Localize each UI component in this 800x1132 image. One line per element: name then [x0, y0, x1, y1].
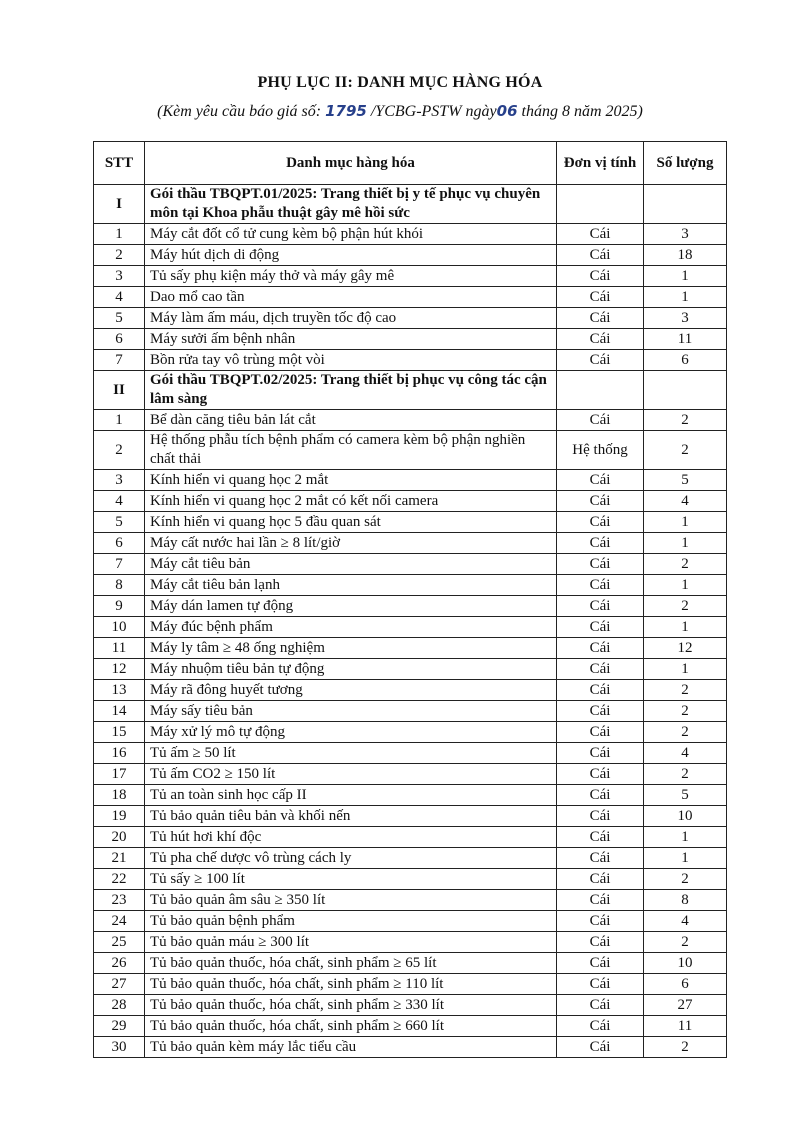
- item-stt: 20: [94, 827, 145, 848]
- item-stt: 7: [94, 350, 145, 371]
- item-stt: 19: [94, 806, 145, 827]
- col-header-qty: Số lượng: [644, 142, 727, 185]
- item-qty: 4: [644, 491, 727, 512]
- table-row: [94, 638, 727, 659]
- item-stt: 26: [94, 953, 145, 974]
- item-qty: 2: [644, 869, 727, 890]
- item-unit: Cái: [557, 911, 644, 932]
- item-name: Máy đúc bệnh phẩm: [145, 617, 557, 638]
- item-qty: 1: [644, 827, 727, 848]
- item-qty: 1: [644, 512, 727, 533]
- item-stt: 25: [94, 932, 145, 953]
- item-stt: 6: [94, 329, 145, 350]
- subtitle-prefix: (Kèm yêu cầu báo giá số:: [157, 103, 322, 120]
- item-name: Tủ bảo quản thuốc, hóa chất, sinh phẩm ≥ 110 lít: [145, 974, 557, 995]
- item-unit: Cái: [557, 512, 644, 533]
- group-stt: I: [94, 185, 145, 224]
- handwritten-day: 06: [496, 102, 518, 120]
- item-unit: Cái: [557, 785, 644, 806]
- item-stt: 3: [94, 266, 145, 287]
- item-name: Bể dàn căng tiêu bản lát cắt: [145, 410, 557, 431]
- group-unit-empty: [557, 185, 644, 224]
- group-row: [94, 371, 727, 410]
- item-qty: 2: [644, 764, 727, 785]
- item-qty: 27: [644, 995, 727, 1016]
- item-name: Tủ an toàn sinh học cấp II: [145, 785, 557, 806]
- table-row: [94, 308, 727, 329]
- item-stt: 17: [94, 764, 145, 785]
- table-row: [94, 410, 727, 431]
- table-row: [94, 245, 727, 266]
- item-stt: 29: [94, 1016, 145, 1037]
- group-name: Gói thầu TBQPT.02/2025: Trang thiết bị phục vụ công tác cận lâm sàng: [145, 371, 557, 410]
- item-unit: Cái: [557, 596, 644, 617]
- item-name: Máy rã đông huyết tương: [145, 680, 557, 701]
- item-qty: 2: [644, 410, 727, 431]
- table-row: [94, 617, 727, 638]
- item-stt: 24: [94, 911, 145, 932]
- item-qty: 2: [644, 554, 727, 575]
- table-body: [94, 185, 727, 1058]
- table-row: [94, 785, 727, 806]
- table-row: [94, 743, 727, 764]
- item-unit: Cái: [557, 638, 644, 659]
- group-name: Gói thầu TBQPT.01/2025: Trang thiết bị y tế phục vụ chuyên môn tại Khoa phẫu thuật gây mê hồi sức: [145, 185, 557, 224]
- item-unit: Cái: [557, 806, 644, 827]
- table-row: [94, 1016, 727, 1037]
- item-unit: Hệ thống: [557, 431, 644, 470]
- item-qty: 1: [644, 659, 727, 680]
- item-unit: Cái: [557, 491, 644, 512]
- table-row: [94, 680, 727, 701]
- item-name: Máy cắt tiêu bản lạnh: [145, 575, 557, 596]
- item-unit: Cái: [557, 245, 644, 266]
- item-name: Máy hút dịch di động: [145, 245, 557, 266]
- item-stt: 5: [94, 512, 145, 533]
- item-qty: 4: [644, 911, 727, 932]
- item-qty: 3: [644, 308, 727, 329]
- group-qty-empty: [644, 185, 727, 224]
- item-stt: 16: [94, 743, 145, 764]
- table-row: [94, 701, 727, 722]
- item-unit: Cái: [557, 995, 644, 1016]
- group-unit-empty: [557, 371, 644, 410]
- item-name: Kính hiển vi quang học 2 mắt có kết nối camera: [145, 491, 557, 512]
- item-name: Tủ sấy phụ kiện máy thở và máy gây mê: [145, 266, 557, 287]
- item-name: Tủ bảo quản máu ≥ 300 lít: [145, 932, 557, 953]
- item-name: Máy nhuộm tiêu bản tự động: [145, 659, 557, 680]
- item-stt: 5: [94, 308, 145, 329]
- item-qty: 2: [644, 431, 727, 470]
- item-name: Tủ ấm CO2 ≥ 150 lít: [145, 764, 557, 785]
- item-unit: Cái: [557, 1037, 644, 1058]
- table-row: [94, 470, 727, 491]
- item-name: Kính hiển vi quang học 2 mắt: [145, 470, 557, 491]
- group-qty-empty: [644, 371, 727, 410]
- table-row: [94, 764, 727, 785]
- subtitle-suffix: tháng 8 năm 2025): [521, 103, 643, 120]
- item-unit: Cái: [557, 410, 644, 431]
- col-header-name: Danh mục hàng hóa: [145, 142, 557, 185]
- item-unit: Cái: [557, 722, 644, 743]
- item-qty: 2: [644, 722, 727, 743]
- subtitle-middle: /YCBG-PSTW ngày: [370, 103, 497, 120]
- item-stt: 18: [94, 785, 145, 806]
- handwritten-doc-number: 1795: [325, 102, 367, 120]
- table-row: [94, 554, 727, 575]
- item-name: Hệ thống phẫu tích bệnh phẩm có camera kèm bộ phận nghiền chất thải: [145, 431, 557, 470]
- item-stt: 10: [94, 617, 145, 638]
- item-name: Tủ bảo quản tiêu bản và khối nến: [145, 806, 557, 827]
- item-name: Tủ pha chế dược vô trùng cách ly: [145, 848, 557, 869]
- item-unit: Cái: [557, 287, 644, 308]
- table-row: [94, 350, 727, 371]
- item-qty: 6: [644, 350, 727, 371]
- item-name: Máy ly tâm ≥ 48 ống nghiệm: [145, 638, 557, 659]
- table-row: [94, 533, 727, 554]
- item-unit: Cái: [557, 827, 644, 848]
- item-unit: Cái: [557, 470, 644, 491]
- item-qty: 1: [644, 617, 727, 638]
- item-name: Tủ bảo quản bệnh phẩm: [145, 911, 557, 932]
- item-stt: 30: [94, 1037, 145, 1058]
- item-name: Tủ ấm ≥ 50 lít: [145, 743, 557, 764]
- table-row: [94, 224, 727, 245]
- item-qty: 5: [644, 785, 727, 806]
- item-name: Máy cắt tiêu bản: [145, 554, 557, 575]
- table-row: [94, 491, 727, 512]
- item-unit: Cái: [557, 329, 644, 350]
- item-unit: Cái: [557, 932, 644, 953]
- table-row: [94, 287, 727, 308]
- item-qty: 2: [644, 932, 727, 953]
- item-stt: 1: [94, 410, 145, 431]
- item-unit: Cái: [557, 224, 644, 245]
- table-row: [94, 974, 727, 995]
- table-row: [94, 827, 727, 848]
- table-row: [94, 512, 727, 533]
- table-row: [94, 869, 727, 890]
- item-qty: 2: [644, 596, 727, 617]
- item-unit: Cái: [557, 533, 644, 554]
- item-stt: 4: [94, 287, 145, 308]
- item-stt: 2: [94, 431, 145, 470]
- item-stt: 28: [94, 995, 145, 1016]
- item-qty: 1: [644, 575, 727, 596]
- item-qty: 2: [644, 680, 727, 701]
- document-subtitle: [0, 102, 800, 121]
- item-name: Tủ sấy ≥ 100 lít: [145, 869, 557, 890]
- table-row: [94, 806, 727, 827]
- group-row: [94, 185, 727, 224]
- table-row: [94, 596, 727, 617]
- item-unit: Cái: [557, 848, 644, 869]
- item-qty: 10: [644, 953, 727, 974]
- table-row: [94, 890, 727, 911]
- item-stt: 23: [94, 890, 145, 911]
- item-stt: 3: [94, 470, 145, 491]
- item-name: Máy sấy tiêu bản: [145, 701, 557, 722]
- item-stt: 15: [94, 722, 145, 743]
- table-row: [94, 329, 727, 350]
- table-row: [94, 911, 727, 932]
- table-row: [94, 953, 727, 974]
- item-stt: 9: [94, 596, 145, 617]
- item-unit: Cái: [557, 266, 644, 287]
- item-qty: 1: [644, 533, 727, 554]
- item-name: Máy cất nước hai lần ≥ 8 lít/giờ: [145, 533, 557, 554]
- item-stt: 2: [94, 245, 145, 266]
- item-stt: 27: [94, 974, 145, 995]
- item-name: Bồn rửa tay vô trùng một vòi: [145, 350, 557, 371]
- item-unit: Cái: [557, 701, 644, 722]
- item-qty: 3: [644, 224, 727, 245]
- item-qty: 1: [644, 848, 727, 869]
- item-stt: 8: [94, 575, 145, 596]
- item-name: Máy dán lamen tự động: [145, 596, 557, 617]
- goods-table: [93, 141, 727, 1058]
- item-qty: 5: [644, 470, 727, 491]
- item-stt: 14: [94, 701, 145, 722]
- item-name: Tủ bảo quản thuốc, hóa chất, sinh phẩm ≥ 660 lít: [145, 1016, 557, 1037]
- item-qty: 12: [644, 638, 727, 659]
- item-qty: 8: [644, 890, 727, 911]
- table-row: [94, 848, 727, 869]
- item-qty: 2: [644, 701, 727, 722]
- item-unit: Cái: [557, 350, 644, 371]
- item-qty: 11: [644, 1016, 727, 1037]
- table-header-row: [94, 142, 727, 185]
- item-stt: 4: [94, 491, 145, 512]
- item-name: Tủ bảo quản thuốc, hóa chất, sinh phẩm ≥ 65 lít: [145, 953, 557, 974]
- item-unit: Cái: [557, 764, 644, 785]
- group-stt: II: [94, 371, 145, 410]
- table-row: [94, 266, 727, 287]
- item-qty: 1: [644, 287, 727, 308]
- item-name: Máy sưởi ấm bệnh nhân: [145, 329, 557, 350]
- item-name: Tủ hút hơi khí độc: [145, 827, 557, 848]
- item-name: Kính hiển vi quang học 5 đầu quan sát: [145, 512, 557, 533]
- col-header-unit: Đơn vị tính: [557, 142, 644, 185]
- item-unit: Cái: [557, 617, 644, 638]
- item-stt: 1: [94, 224, 145, 245]
- item-stt: 13: [94, 680, 145, 701]
- item-stt: 21: [94, 848, 145, 869]
- item-stt: 11: [94, 638, 145, 659]
- item-stt: 12: [94, 659, 145, 680]
- table-row: [94, 1037, 727, 1058]
- table-row: [94, 995, 727, 1016]
- item-stt: 7: [94, 554, 145, 575]
- item-name: Tủ bảo quản thuốc, hóa chất, sinh phẩm ≥ 330 lít: [145, 995, 557, 1016]
- item-unit: Cái: [557, 953, 644, 974]
- table-row: [94, 659, 727, 680]
- document-title: PHỤ LỤC II: DANH MỤC HÀNG HÓA: [257, 74, 543, 91]
- item-unit: Cái: [557, 743, 644, 764]
- col-header-stt: STT: [94, 142, 145, 185]
- item-unit: Cái: [557, 890, 644, 911]
- item-name: Tủ bảo quản âm sâu ≥ 350 lít: [145, 890, 557, 911]
- item-qty: 11: [644, 329, 727, 350]
- item-unit: Cái: [557, 974, 644, 995]
- item-qty: 4: [644, 743, 727, 764]
- table-row: [94, 932, 727, 953]
- item-qty: 1: [644, 266, 727, 287]
- item-unit: Cái: [557, 659, 644, 680]
- item-name: Dao mổ cao tần: [145, 287, 557, 308]
- table-row: [94, 722, 727, 743]
- item-unit: Cái: [557, 575, 644, 596]
- item-stt: 6: [94, 533, 145, 554]
- item-unit: Cái: [557, 554, 644, 575]
- item-qty: 2: [644, 1037, 727, 1058]
- item-qty: 18: [644, 245, 727, 266]
- item-qty: 10: [644, 806, 727, 827]
- item-unit: Cái: [557, 869, 644, 890]
- item-unit: Cái: [557, 1016, 644, 1037]
- item-unit: Cái: [557, 680, 644, 701]
- item-name: Máy xử lý mô tự động: [145, 722, 557, 743]
- item-stt: 22: [94, 869, 145, 890]
- table-row: [94, 575, 727, 596]
- item-unit: Cái: [557, 308, 644, 329]
- item-name: Máy làm ấm máu, dịch truyền tốc độ cao: [145, 308, 557, 329]
- table-row: [94, 431, 727, 470]
- item-name: Tủ bảo quản kèm máy lắc tiểu cầu: [145, 1037, 557, 1058]
- item-name: Máy cắt đốt cổ tử cung kèm bộ phận hút khói: [145, 224, 557, 245]
- item-qty: 6: [644, 974, 727, 995]
